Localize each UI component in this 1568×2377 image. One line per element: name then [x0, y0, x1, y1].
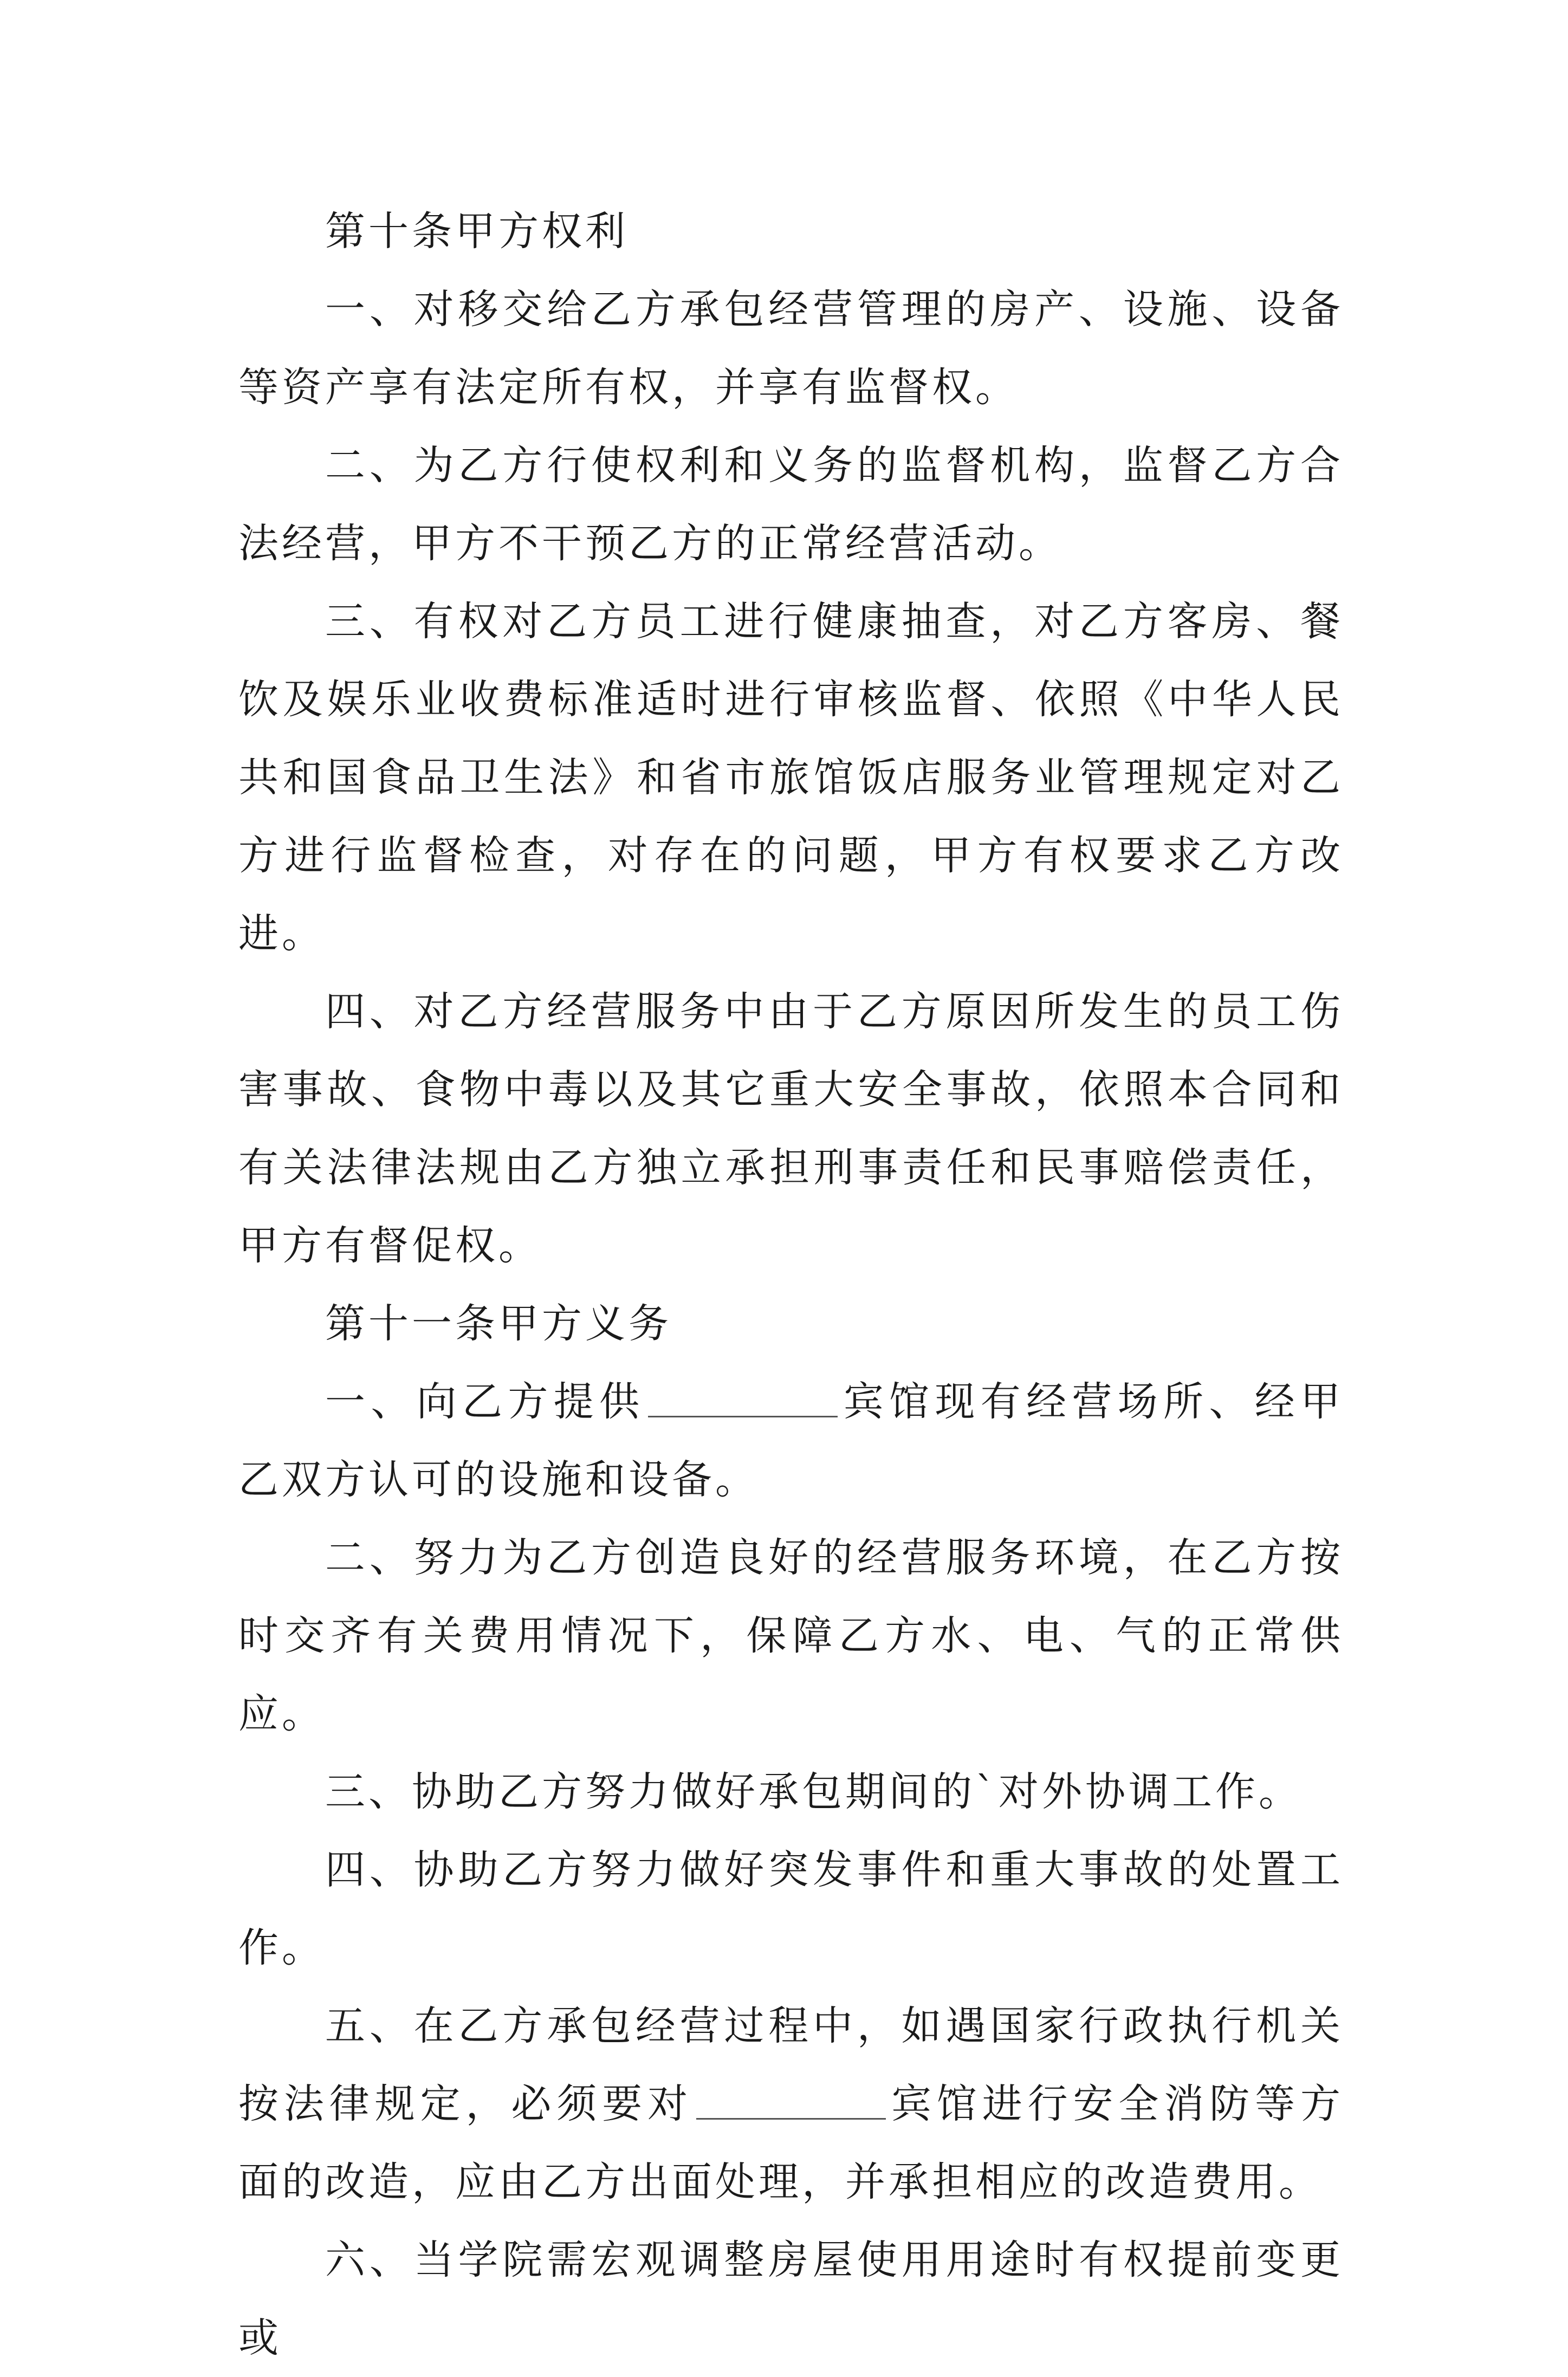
article-10-clause-3: 三、有权对乙方员工进行健康抽查，对乙方客房、餐饮及娱乐业收费标准适时进行审核监督、依照《中华人民共和国食品卫生法》和省市旅馆饭店服务业管理规定对乙方进行监督检查，对存在的问题，甲方有权要求乙方改进。: [238, 598, 1344, 957]
hotel-name-blank: [648, 1383, 838, 1417]
document-body: [238, 192, 1344, 2377]
article-11-heading: 第十一条甲方义务: [325, 1300, 672, 1347]
article-11-clause-2: 二、努力为乙方创造良好的经营服务环境，在乙方按时交齐有关费用情况下，保障乙方水、电、气的正常供应。: [238, 1534, 1344, 1737]
article-10-clause-2: 二、为乙方行使权利和义务的监督机构，监督乙方合法经营，甲方不干预乙方的正常经营活动。: [238, 442, 1344, 567]
hotel-name-blank: [696, 2085, 886, 2120]
article-10-clause-1: 一、对移交给乙方承包经营管理的房产、设施、设备等资产享有法定所有权，并享有监督权。: [238, 286, 1344, 411]
article-10-heading: 第十条甲方权利: [325, 208, 629, 255]
article-11-clause-4: 四、协助乙方努力做好突发事件和重大事故的处置工作。: [238, 1847, 1344, 1971]
article-10-clause-4: 四、对乙方经营服务中由于乙方原因所发生的员工伤害事故、食物中毒以及其它重大安全事故，依照本合同和有关法律法规由乙方独立承担刑事责任和民事赔偿责任，甲方有督促权。: [238, 988, 1344, 1269]
article-11-clause-1: 一、向乙方提供 宾馆现有经营场所、经甲乙双方认可的设施和设备。: [238, 1378, 1344, 1503]
article-11-clause-3: 三、协助乙方努力做好承包期间的`对外协调工作。: [325, 1769, 1302, 1815]
article-11-clause-5: 五、在乙方承包经营过程中，如遇国家行政执行机关按法律规定，必须要对 宾馆进行安全消防等方面的改造，应由乙方出面处理，并承担相应的改造费用。: [238, 2003, 1344, 2205]
article-11-clause-6: 六、当学院需宏观调整房屋使用用途时有权提前变更或: [238, 2237, 1344, 2361]
